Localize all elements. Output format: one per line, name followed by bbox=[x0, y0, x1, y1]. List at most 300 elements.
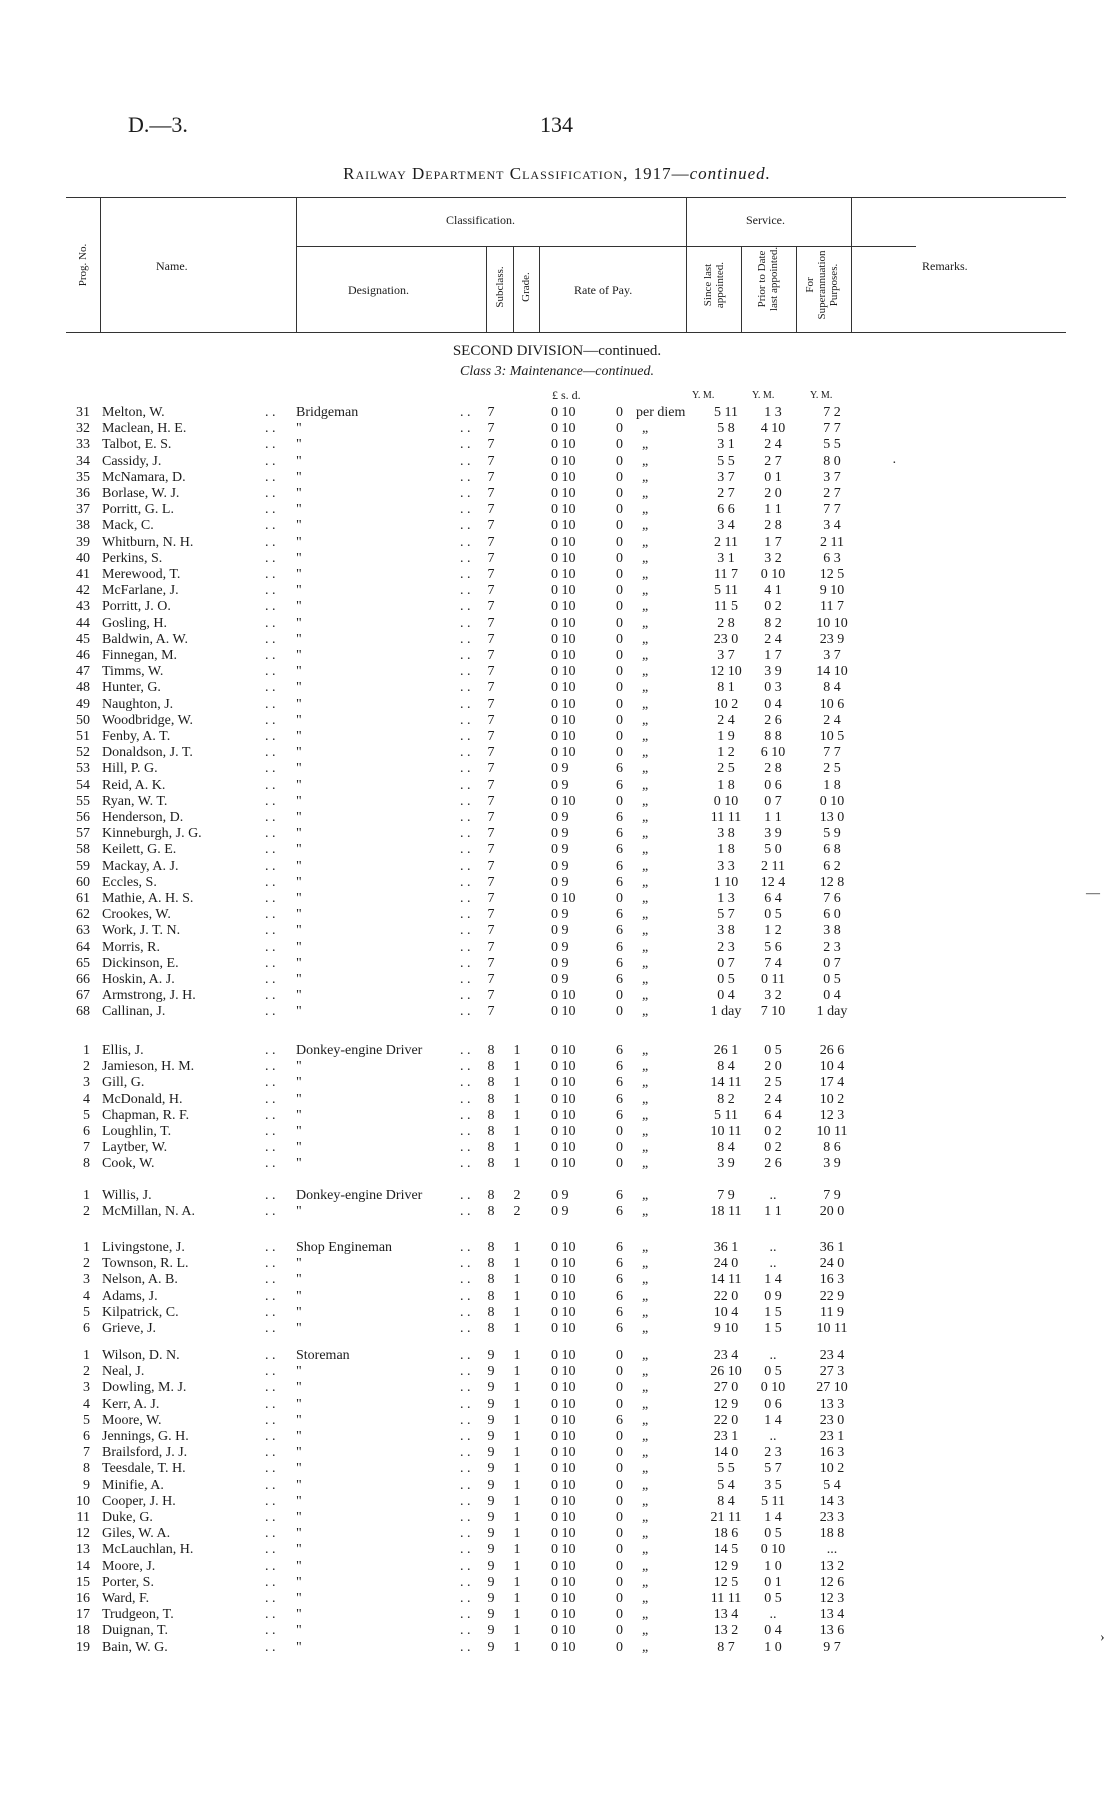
ditto-mark: " bbox=[296, 1321, 302, 1336]
leader-dots: . . bbox=[460, 469, 471, 485]
leader-dots: . . bbox=[460, 664, 471, 680]
subclass: 7 bbox=[487, 648, 495, 663]
name: Townson, R. L. bbox=[102, 1256, 189, 1272]
pay-shillings: 0 9 bbox=[551, 955, 569, 971]
designation: Storeman bbox=[296, 1348, 350, 1363]
table-row bbox=[0, 713, 1114, 729]
service-prior: 1 5 bbox=[764, 1304, 782, 1320]
service-superannuation: 17 4 bbox=[819, 1075, 845, 1091]
pay-pence: 0 bbox=[616, 696, 623, 712]
service-superannuation: 0 10 bbox=[819, 793, 845, 809]
service-since-last: 11 5 bbox=[714, 599, 738, 615]
subclass: 9 bbox=[487, 1412, 495, 1428]
prog-no: 59 bbox=[76, 858, 90, 874]
service-since-last: 8 4 bbox=[717, 1493, 735, 1509]
service-since-last: 3 9 bbox=[717, 1156, 735, 1172]
service-superannuation: 12 5 bbox=[819, 567, 845, 582]
pay-per-period: „ bbox=[642, 793, 649, 809]
service-superannuation: 2 11 bbox=[820, 534, 844, 550]
subclass: 9 bbox=[487, 1591, 495, 1606]
leader-dots: . . bbox=[265, 939, 276, 955]
header-rate-of-pay: Rate of Pay. bbox=[574, 283, 633, 297]
ditto-mark: " bbox=[296, 1364, 302, 1380]
leader-dots: . . bbox=[460, 745, 471, 761]
service-prior: 0 2 bbox=[764, 1124, 782, 1139]
table-row bbox=[0, 680, 1114, 696]
prog-no: 5 bbox=[83, 1304, 90, 1320]
service-prior: 5 0 bbox=[764, 842, 782, 858]
grade: 1 bbox=[513, 1429, 521, 1444]
subclass: 8 bbox=[487, 1321, 495, 1336]
leader-dots: . . bbox=[460, 1240, 471, 1255]
pay-shillings: 0 10 bbox=[551, 421, 576, 437]
grade: 1 bbox=[513, 1059, 521, 1075]
name: Porritt, J. O. bbox=[102, 599, 171, 615]
leader-dots: . . bbox=[460, 1304, 471, 1320]
pay-per-period: „ bbox=[642, 599, 649, 615]
service-prior: .. bbox=[769, 1429, 777, 1444]
service-units-1: Y. M. bbox=[692, 390, 715, 401]
name: Hunter, G. bbox=[102, 680, 161, 696]
table-row bbox=[0, 421, 1114, 437]
pay-shillings: 0 10 bbox=[551, 502, 576, 518]
prog-no: 49 bbox=[76, 696, 90, 712]
service-prior: 0 2 bbox=[764, 599, 782, 615]
pay-pence: 0 bbox=[616, 502, 623, 518]
pay-per-period: „ bbox=[642, 1380, 649, 1396]
leader-dots: . . bbox=[265, 1429, 276, 1444]
leader-dots: . . bbox=[460, 1510, 471, 1525]
grade: 1 bbox=[513, 1396, 521, 1412]
leader-dots: . . bbox=[460, 405, 471, 420]
prog-no: 58 bbox=[76, 842, 90, 858]
service-prior: 2 5 bbox=[764, 1075, 782, 1091]
ditto-mark: " bbox=[296, 1526, 302, 1542]
header-subclass: Subclass. bbox=[494, 266, 506, 308]
service-prior: 0 6 bbox=[764, 777, 782, 793]
ditto-mark: " bbox=[296, 502, 302, 518]
service-prior: 5 11 bbox=[761, 1493, 785, 1509]
leader-dots: . . bbox=[460, 826, 471, 842]
subclass: 7 bbox=[487, 858, 495, 874]
service-prior: 2 8 bbox=[764, 761, 782, 777]
service-since-last: 5 8 bbox=[717, 421, 735, 437]
pay-shillings: 0 10 bbox=[551, 988, 576, 1004]
designation: Shop Engineman bbox=[296, 1240, 393, 1255]
pay-per-period: „ bbox=[642, 1075, 649, 1091]
pay-shillings: 0 10 bbox=[551, 1412, 576, 1428]
name: Kerr, A. J. bbox=[102, 1396, 160, 1412]
service-superannuation: 10 4 bbox=[819, 1059, 845, 1075]
name: Laytber, W. bbox=[102, 1140, 168, 1156]
leader-dots: . . bbox=[265, 1304, 276, 1320]
table-row bbox=[0, 794, 1114, 810]
name: Armstrong, J. H. bbox=[102, 988, 196, 1004]
pay-per-period: „ bbox=[642, 1477, 649, 1493]
service-since-last: 0 4 bbox=[717, 988, 735, 1004]
service-prior: 2 4 bbox=[764, 1091, 782, 1107]
table-row bbox=[0, 1364, 1114, 1380]
leader-dots: . . bbox=[265, 1348, 276, 1363]
service-prior: 0 9 bbox=[764, 1288, 782, 1304]
table-row bbox=[0, 583, 1114, 599]
ditto-mark: " bbox=[296, 745, 302, 761]
subclass: 7 bbox=[487, 988, 495, 1004]
pay-per-period: „ bbox=[642, 1107, 649, 1123]
leader-dots: . . bbox=[265, 599, 276, 615]
document-reference: D.—3. bbox=[128, 112, 188, 137]
table-row bbox=[0, 1124, 1114, 1140]
pay-shillings: 0 10 bbox=[551, 1623, 576, 1639]
service-since-last: 2 5 bbox=[717, 761, 735, 777]
subclass: 7 bbox=[487, 907, 495, 923]
leader-dots: . . bbox=[460, 842, 471, 858]
pay-per-period: „ bbox=[642, 567, 649, 582]
prog-no: 43 bbox=[76, 599, 90, 615]
leader-dots: . . bbox=[265, 1412, 276, 1428]
service-superannuation: 10 11 bbox=[816, 1124, 848, 1139]
service-since-last: 21 11 bbox=[710, 1510, 742, 1525]
name: Duignan, T. bbox=[102, 1623, 168, 1639]
name: Trudgeon, T. bbox=[102, 1607, 174, 1623]
pay-per-period: „ bbox=[642, 648, 649, 663]
ditto-mark: " bbox=[296, 1429, 302, 1444]
pay-shillings: 0 10 bbox=[551, 1542, 576, 1558]
table-row bbox=[0, 1140, 1114, 1156]
service-since-last: 22 0 bbox=[713, 1412, 739, 1428]
pay-shillings: 0 10 bbox=[551, 1004, 576, 1020]
leader-dots: . . bbox=[265, 923, 276, 939]
ditto-mark: " bbox=[296, 1204, 302, 1220]
name: Livingstone, J. bbox=[102, 1240, 185, 1255]
pay-shillings: 0 10 bbox=[551, 793, 576, 809]
pay-per-period: „ bbox=[642, 1461, 649, 1477]
service-superannuation: 36 1 bbox=[819, 1240, 845, 1255]
leader-dots: . . bbox=[460, 615, 471, 631]
pay-pence: 0 bbox=[616, 745, 623, 761]
pay-pence: 0 bbox=[616, 534, 623, 550]
leader-dots: . . bbox=[460, 874, 471, 890]
service-superannuation: 26 6 bbox=[819, 1043, 845, 1058]
service-superannuation: 13 4 bbox=[819, 1607, 845, 1623]
ditto-mark: " bbox=[296, 1558, 302, 1574]
service-prior: 7 4 bbox=[764, 955, 782, 971]
pay-pence: 0 bbox=[616, 583, 623, 599]
pay-shillings: 0 10 bbox=[551, 1364, 576, 1380]
margin-mark: · bbox=[892, 456, 897, 471]
pay-pence: 0 bbox=[616, 1477, 623, 1493]
leader-dots: . . bbox=[265, 405, 276, 420]
pay-pence: 0 bbox=[616, 712, 623, 728]
leader-dots: . . bbox=[265, 550, 276, 566]
service-prior: 1 1 bbox=[764, 1204, 782, 1220]
pay-shillings: 0 10 bbox=[551, 599, 576, 615]
pay-per-period: „ bbox=[642, 810, 649, 825]
pay-shillings: 0 10 bbox=[551, 1591, 576, 1606]
service-superannuation: 6 2 bbox=[823, 858, 841, 874]
subclass: 7 bbox=[487, 437, 495, 453]
name: Bain, W. G. bbox=[102, 1639, 168, 1655]
pay-per-period: „ bbox=[642, 874, 649, 890]
table-row bbox=[0, 1623, 1114, 1639]
service-since-last: 2 11 bbox=[714, 534, 738, 550]
table-row bbox=[0, 1156, 1114, 1172]
service-superannuation: 3 9 bbox=[823, 1156, 841, 1172]
service-superannuation: 6 0 bbox=[823, 907, 841, 923]
service-superannuation: 3 7 bbox=[823, 469, 841, 485]
pay-per-period: „ bbox=[642, 923, 649, 939]
leader-dots: . . bbox=[265, 583, 276, 599]
prog-no: 61 bbox=[76, 891, 90, 906]
pay-per-period: „ bbox=[642, 680, 649, 696]
service-superannuation: 14 3 bbox=[819, 1493, 845, 1509]
pay-shillings: 0 9 bbox=[551, 826, 569, 842]
pay-per-period: „ bbox=[642, 1288, 649, 1304]
leader-dots: . . bbox=[265, 907, 276, 923]
name: Kilpatrick, C. bbox=[102, 1304, 179, 1320]
leader-dots: . . bbox=[460, 1075, 471, 1091]
leader-dots: . . bbox=[265, 1075, 276, 1091]
leader-dots: . . bbox=[460, 712, 471, 728]
subclass: 7 bbox=[487, 680, 495, 696]
prog-no: 19 bbox=[76, 1639, 90, 1655]
service-superannuation: 13 6 bbox=[819, 1623, 845, 1639]
service-superannuation: 7 2 bbox=[823, 405, 841, 420]
leader-dots: . . bbox=[265, 1059, 276, 1075]
pay-pence: 6 bbox=[616, 858, 623, 874]
pay-pence: 6 bbox=[616, 1288, 623, 1304]
pay-pence: 0 bbox=[616, 405, 623, 420]
leader-dots: . . bbox=[460, 567, 471, 582]
pay-shillings: 0 9 bbox=[551, 874, 569, 890]
ditto-mark: " bbox=[296, 842, 302, 858]
ditto-mark: " bbox=[296, 1288, 302, 1304]
pay-shillings: 0 10 bbox=[551, 486, 576, 501]
subclass: 9 bbox=[487, 1445, 495, 1461]
pay-shillings: 0 10 bbox=[551, 631, 576, 647]
table-row bbox=[0, 988, 1114, 1004]
subclass: 9 bbox=[487, 1623, 495, 1639]
leader-dots: . . bbox=[460, 1412, 471, 1428]
service-since-last: 3 7 bbox=[717, 469, 735, 485]
leader-dots: . . bbox=[265, 1542, 276, 1558]
pay-pence: 0 bbox=[616, 1004, 623, 1020]
subclass: 7 bbox=[487, 729, 495, 744]
service-prior: 0 1 bbox=[764, 1574, 782, 1590]
service-since-last: 8 4 bbox=[717, 1140, 735, 1156]
pay-shillings: 0 10 bbox=[551, 1477, 576, 1493]
pay-shillings: 0 10 bbox=[551, 1288, 576, 1304]
service-since-last: 11 7 bbox=[714, 567, 738, 582]
grade: 1 bbox=[513, 1445, 521, 1461]
subclass: 8 bbox=[487, 1156, 495, 1172]
ditto-mark: " bbox=[296, 810, 302, 825]
leader-dots: . . bbox=[460, 648, 471, 663]
table-row bbox=[0, 875, 1114, 891]
leader-dots: . . bbox=[265, 1591, 276, 1606]
subclass: 8 bbox=[487, 1091, 495, 1107]
table-row bbox=[0, 810, 1114, 826]
name: Callinan, J. bbox=[102, 1004, 166, 1020]
service-prior: 0 5 bbox=[764, 1364, 782, 1380]
division-heading: SECOND DIVISION—continued. bbox=[452, 343, 662, 359]
pay-per-period: „ bbox=[642, 518, 649, 534]
prog-no: 57 bbox=[76, 826, 90, 842]
name: Jamieson, H. M. bbox=[102, 1059, 195, 1075]
prog-no: 44 bbox=[76, 615, 90, 631]
service-superannuation: 5 9 bbox=[823, 826, 841, 842]
service-since-last: 36 1 bbox=[713, 1240, 739, 1255]
pay-pence: 6 bbox=[616, 1107, 623, 1123]
service-superannuation: 23 3 bbox=[819, 1510, 845, 1525]
leader-dots: . . bbox=[460, 599, 471, 615]
pay-pence: 0 bbox=[616, 1623, 623, 1639]
pay-shillings: 0 10 bbox=[551, 745, 576, 761]
leader-dots: . . bbox=[265, 437, 276, 453]
ditto-mark: " bbox=[296, 1075, 302, 1091]
service-prior: 3 2 bbox=[764, 550, 782, 566]
subclass: 7 bbox=[487, 793, 495, 809]
service-prior: 3 9 bbox=[764, 664, 782, 680]
name: Crookes, W. bbox=[102, 907, 171, 923]
name: Porritt, G. L. bbox=[102, 502, 174, 518]
grade: 1 bbox=[513, 1348, 521, 1363]
page-title bbox=[0, 164, 1114, 184]
pay-shillings: 0 10 bbox=[551, 696, 576, 712]
pay-per-period: „ bbox=[642, 1004, 649, 1020]
prog-no: 8 bbox=[83, 1461, 90, 1477]
service-superannuation: 2 7 bbox=[823, 486, 841, 501]
service-since-last: 5 5 bbox=[717, 1461, 735, 1477]
pay-pence: 0 bbox=[616, 1140, 623, 1156]
leader-dots: . . bbox=[265, 810, 276, 825]
subclass: 8 bbox=[487, 1075, 495, 1091]
pay-pence: 0 bbox=[616, 1607, 623, 1623]
service-prior: 3 2 bbox=[764, 988, 782, 1004]
pay-shillings: 0 9 bbox=[551, 761, 569, 777]
service-since-last: 27 0 bbox=[713, 1380, 739, 1396]
leader-dots: . . bbox=[265, 1091, 276, 1107]
prog-no: 2 bbox=[83, 1059, 90, 1075]
leader-dots: . . bbox=[265, 1156, 276, 1172]
leader-dots: . . bbox=[265, 1526, 276, 1542]
pay-shillings: 0 10 bbox=[551, 567, 576, 582]
pay-shillings: 0 10 bbox=[551, 891, 576, 906]
service-since-last: 5 11 bbox=[714, 583, 738, 599]
prog-no: 3 bbox=[83, 1075, 90, 1091]
ditto-mark: " bbox=[296, 793, 302, 809]
pay-per-period: „ bbox=[642, 534, 649, 550]
ditto-mark: " bbox=[296, 1510, 302, 1525]
table-row bbox=[0, 956, 1114, 972]
service-superannuation: 7 6 bbox=[823, 891, 841, 906]
subclass: 7 bbox=[487, 550, 495, 566]
name: Mackay, A. J. bbox=[102, 858, 179, 874]
header-since-last: Since last appointed. bbox=[702, 261, 726, 309]
pay-shillings: 0 10 bbox=[551, 469, 576, 485]
pay-per-period: „ bbox=[642, 761, 649, 777]
pay-pence: 6 bbox=[616, 955, 623, 971]
grade: 1 bbox=[513, 1272, 521, 1288]
name: Fenby, A. T. bbox=[102, 729, 171, 744]
margin-chevron: › bbox=[1100, 1630, 1105, 1645]
service-superannuation: 3 8 bbox=[823, 923, 841, 939]
service-since-last: 12 9 bbox=[713, 1558, 739, 1574]
pay-shillings: 0 10 bbox=[551, 1607, 576, 1623]
pay-shillings: 0 9 bbox=[551, 777, 569, 793]
leader-dots: . . bbox=[460, 1445, 471, 1461]
margin-dash: — bbox=[1086, 886, 1100, 901]
leader-dots: . . bbox=[460, 421, 471, 437]
leader-dots: . . bbox=[460, 1004, 471, 1020]
header-name: Name. bbox=[156, 259, 188, 273]
ditto-mark: " bbox=[296, 1059, 302, 1075]
service-prior: .. bbox=[769, 1348, 777, 1363]
grade: 1 bbox=[513, 1623, 521, 1639]
name: Eccles, S. bbox=[102, 874, 157, 890]
leader-dots: . . bbox=[460, 810, 471, 825]
leader-dots: . . bbox=[265, 615, 276, 631]
prog-no: 45 bbox=[76, 631, 90, 647]
pay-units: £ s. d. bbox=[552, 388, 581, 402]
pay-per-period: „ bbox=[642, 1607, 649, 1623]
leader-dots: . . bbox=[460, 1607, 471, 1623]
pay-pence: 6 bbox=[616, 874, 623, 890]
leader-dots: . . bbox=[265, 664, 276, 680]
leader-dots: . . bbox=[265, 842, 276, 858]
header-remarks: Remarks. bbox=[922, 259, 968, 273]
ditto-mark: " bbox=[296, 939, 302, 955]
name: Reid, A. K. bbox=[102, 777, 166, 793]
subclass: 8 bbox=[487, 1256, 495, 1272]
pay-per-period: „ bbox=[642, 1493, 649, 1509]
leader-dots: . . bbox=[265, 1288, 276, 1304]
service-prior: 8 2 bbox=[764, 615, 782, 631]
grade: 1 bbox=[513, 1124, 521, 1139]
table-row bbox=[0, 405, 1114, 421]
service-superannuation: 11 7 bbox=[820, 599, 844, 615]
table-row bbox=[0, 1188, 1114, 1204]
service-superannuation: 8 0 bbox=[823, 453, 841, 469]
service-superannuation: 6 8 bbox=[823, 842, 841, 858]
grade: 1 bbox=[513, 1607, 521, 1623]
service-since-last: 18 11 bbox=[710, 1204, 742, 1220]
pay-per-period: „ bbox=[642, 842, 649, 858]
header-prior-to: Prior to Date last appointed. bbox=[756, 246, 780, 312]
ditto-mark: " bbox=[296, 1461, 302, 1477]
ditto-mark: " bbox=[296, 1445, 302, 1461]
name: Donaldson, J. T. bbox=[102, 745, 193, 761]
grade: 1 bbox=[513, 1321, 521, 1336]
ditto-mark: " bbox=[296, 1542, 302, 1558]
pay-shillings: 0 10 bbox=[551, 1321, 576, 1336]
subclass: 9 bbox=[487, 1574, 495, 1590]
leader-dots: . . bbox=[460, 1348, 471, 1363]
table-row bbox=[0, 437, 1114, 453]
prog-no: 60 bbox=[76, 874, 90, 890]
service-prior: 1 4 bbox=[764, 1412, 782, 1428]
table-row bbox=[0, 972, 1114, 988]
name: Gill, G. bbox=[102, 1075, 145, 1091]
service-since-last: 11 11 bbox=[710, 810, 742, 825]
pay-shillings: 0 10 bbox=[551, 712, 576, 728]
leader-dots: . . bbox=[265, 518, 276, 534]
service-units-2: Y. M. bbox=[752, 390, 775, 401]
service-since-last: 13 4 bbox=[713, 1607, 739, 1623]
name: Ellis, J. bbox=[102, 1043, 144, 1058]
leader-dots: . . bbox=[265, 761, 276, 777]
service-since-last: 7 9 bbox=[717, 1188, 735, 1203]
